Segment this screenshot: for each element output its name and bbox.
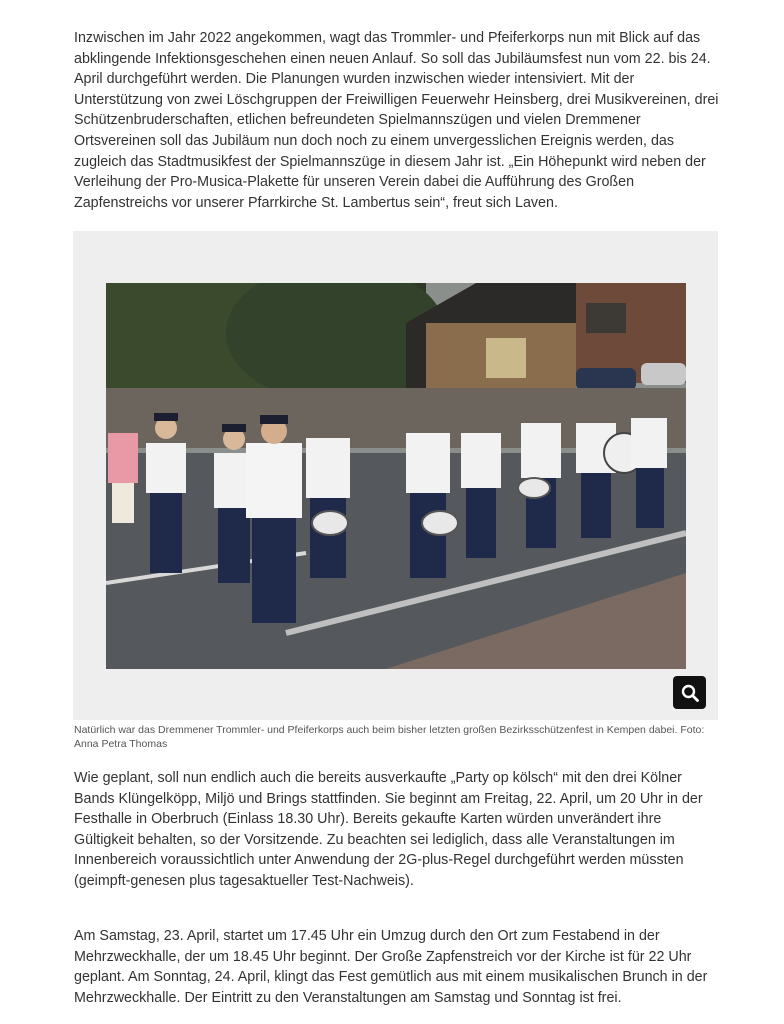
magnifier-icon (681, 684, 699, 702)
article-paragraph: Am Samstag, 23. April, startet um 17.45 Uhr ein Umzug durch den Ort zum Festabend in der Mehrzweckhalle, der um 18.45 Uhr beginnt. Der Große Zapfenstreich vor der Kirche ist für 22 Uhr geplant. Am Sonntag, 24. April, klingt das Fest gemütlich aus mit einem musikalischen Brunch in der Mehrzweckhalle. Der Eintritt zu den Veranstaltungen am Samstag und Sonntag ist frei. (74, 928, 708, 1006)
article-paragraph: Wie geplant, soll nun endlich auch die bereits ausverkaufte „Party op kölsch“ mit den drei Kölner Bands Klüngelköpp, Miljö und Brings stattfinden. Sie beginnt am Freitag, 22. April, um 20 Uhr in der Festhalle in Oberbruch (Einlass 18.30 Uhr). Bereits gekaufte Karten würden unverändert ihre Gültigkeit behalten, so der Vorsitzende. Zu beachten sei lediglich, dass alle Veranstaltungen im Innenbereich voraussichtlich unter Anwendung der 2G-plus-Regel durchgeführt werden müssten (geimpft-genesen plus tagesaktueller Test-Nachweis). (74, 770, 703, 889)
zoom-button[interactable] (673, 676, 706, 709)
marching-band-photo (106, 283, 686, 669)
figure-caption: Natürlich war das Dremmener Trommler- und Pfeiferkorps auch beim bisher letzten großen Bezirksschützenfest in Kempen dabei. Foto: Anna Petra Thomas (74, 724, 705, 750)
article-paragraph: Inzwischen im Jahr 2022 angekommen, wagt das Trommler- und Pfeiferkorps nun mit Blick auf das abklingende Infektionsgeschehen einen neuen Anlauf. So soll das Jubiläumsfest nun vom 22. bis 24. April durchgeführt werden. Die Planungen wurden inzwischen wieder intensiviert. Mit der Unterstützung von zwei Löschgruppen der Freiwilligen Feuerwehr Heinsberg, drei Musikvereinen, drei Schützenbruderschaften, etlichen befreundeten Spielmannszügen und vielen Dremmener Ortsvereinen soll das Jubiläum nun doch noch zu einem unvergesslichen Ereignis werden, das zugleich das Stadtmusikfest der Spielmannszüge in diesem Jahr ist. „Ein Höhepunkt wird neben der Verleihung der Pro-Musica-Plakette für unseren Verein dabei die Aufführung des Großen Zapfenstreichs vor unserer Pfarrkirche St. Lambertus sein“, freut sich Laven. (74, 30, 719, 211)
article-figure (73, 231, 718, 720)
